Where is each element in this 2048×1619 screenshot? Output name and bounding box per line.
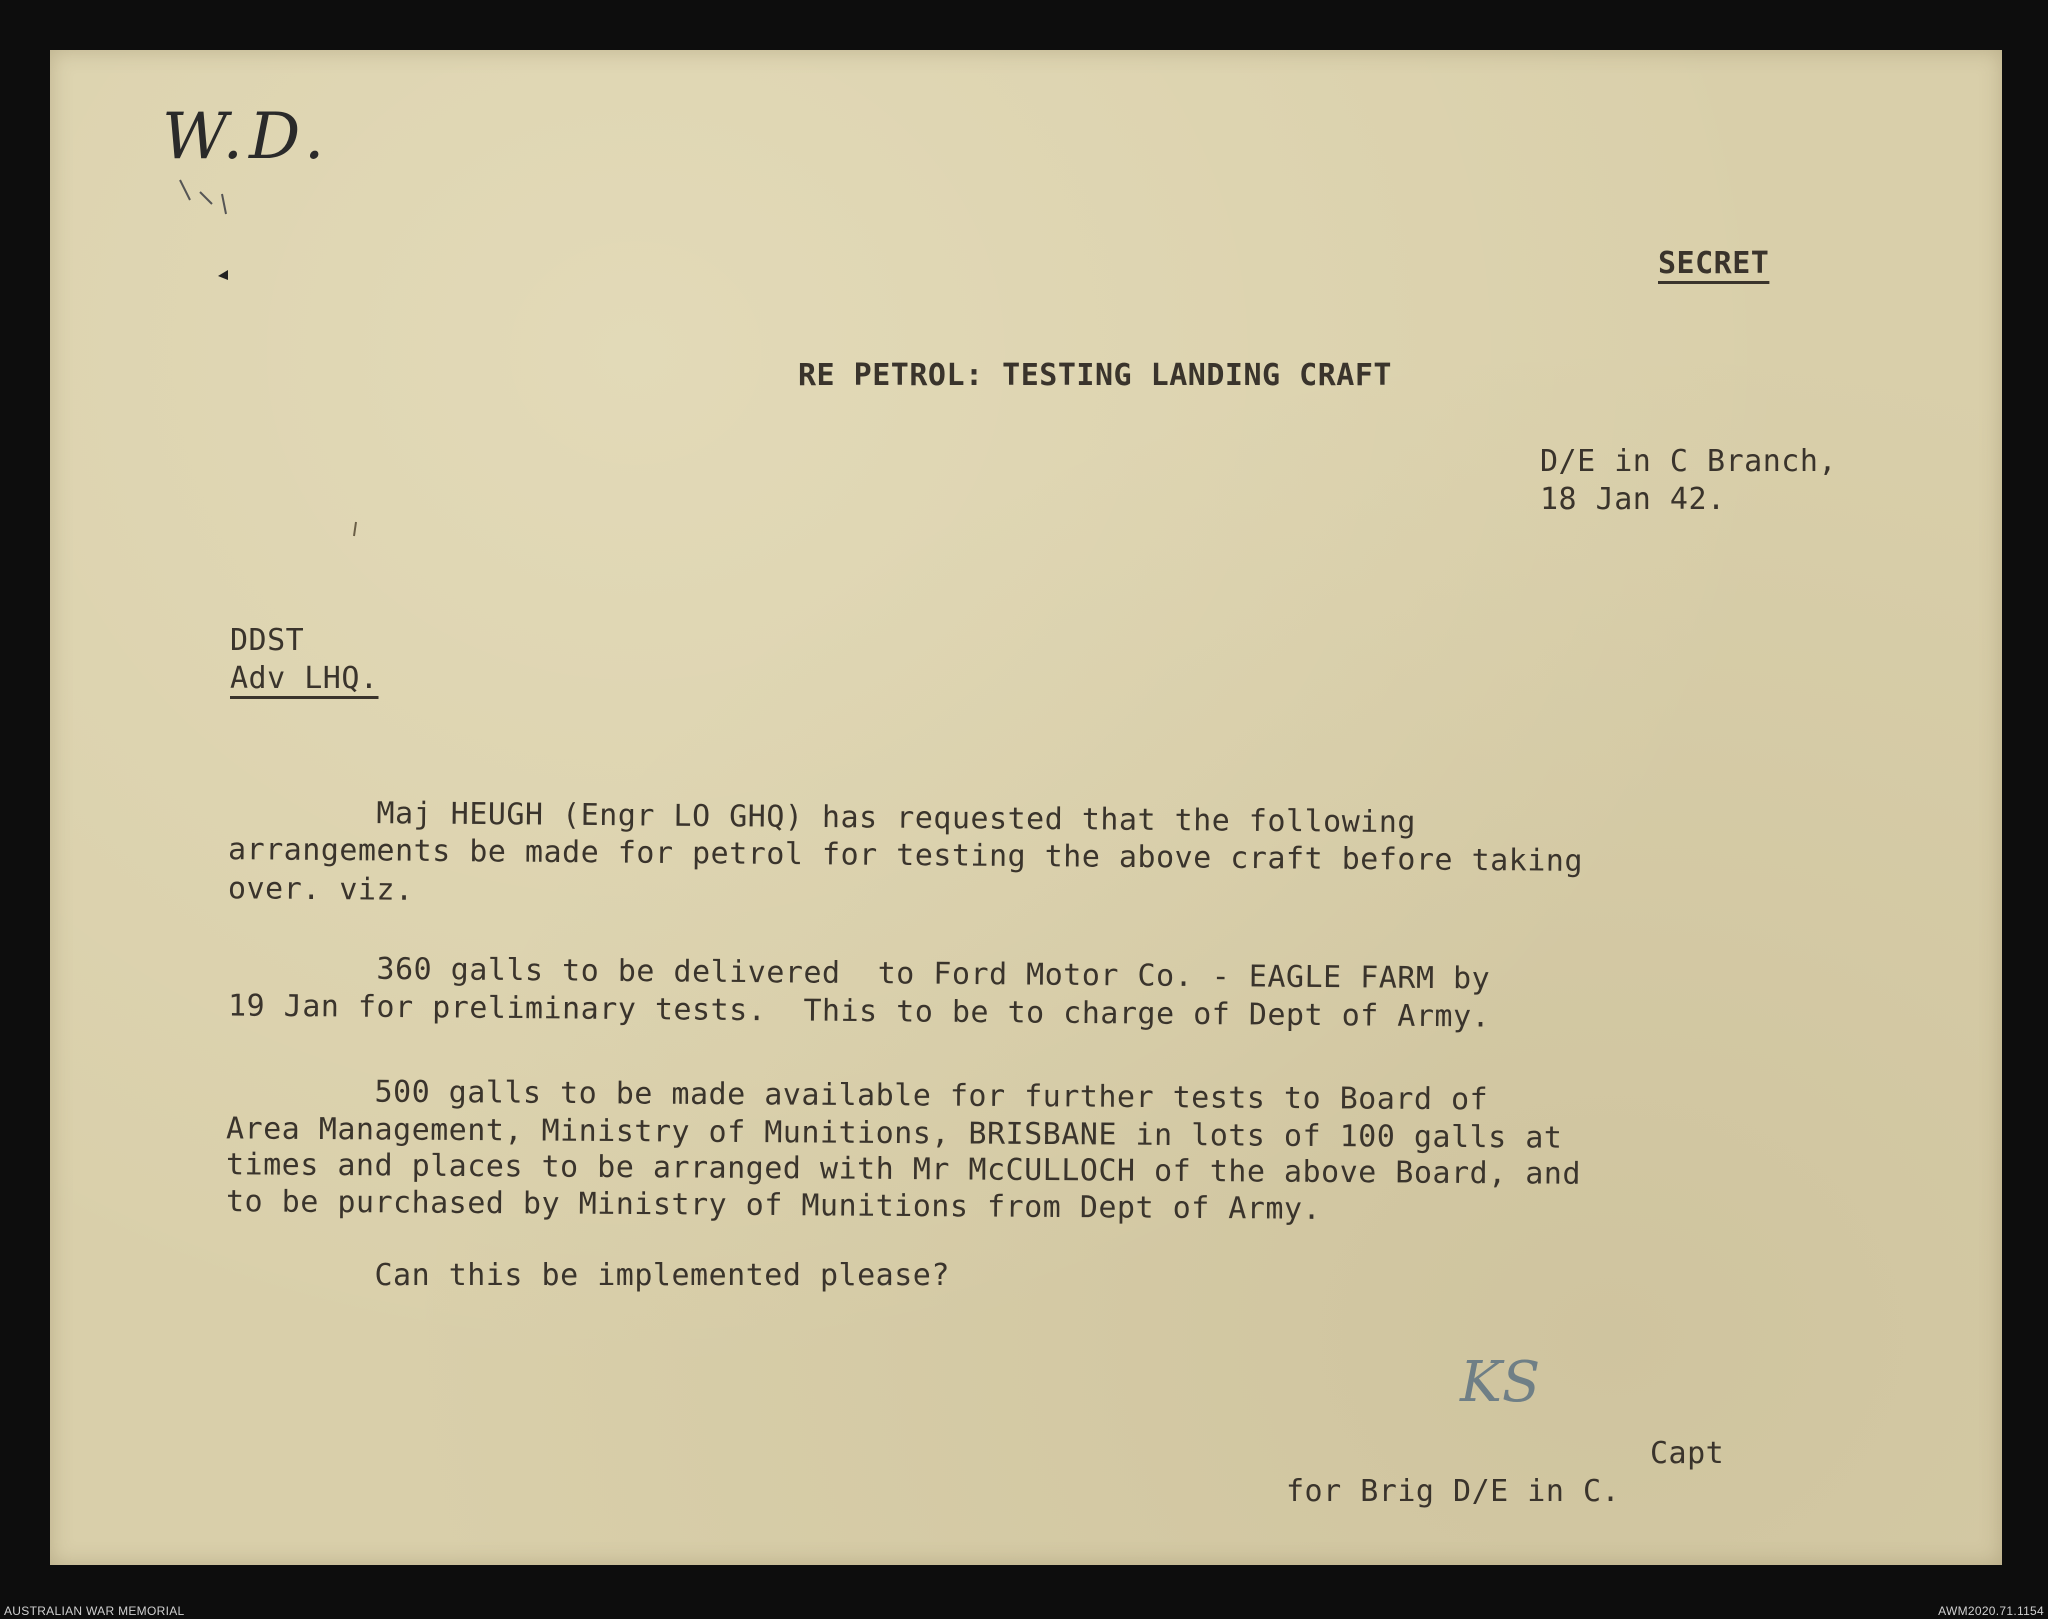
signatory-line: for Brig D/E in C.	[1286, 1474, 1621, 1509]
paper-speck-icon	[350, 520, 362, 540]
body-line: 500 galls to be made available for further tests to Board of	[225, 1073, 1489, 1118]
classification-label: SECRET	[1658, 246, 1770, 281]
handwritten-annotation: W.D.	[162, 100, 331, 174]
body-line: Area Management, Ministry of Munitions, BRISBANE in lots of 100 galls at	[225, 1111, 1563, 1156]
body-line: Maj HEUGH (Engr LO GHQ) has requested that the following	[227, 794, 1417, 841]
archive-reference: AWM2020.71.1154	[1938, 1604, 2044, 1618]
body-line: over. viz.	[227, 871, 414, 908]
document-date: 18 Jan 42.	[1540, 482, 1726, 517]
addressee-line1: DDST	[230, 623, 305, 658]
body-line: arrangements be made for petrol for testing the above craft before taking	[227, 832, 1584, 879]
document-page	[50, 50, 2002, 1565]
pencil-mark-icon	[160, 170, 250, 290]
addressee-line2: Adv LHQ.	[230, 661, 379, 696]
signatory-rank: Capt	[1650, 1436, 1725, 1471]
subject-line: RE PETROL: TESTING LANDING CRAFT	[798, 358, 1392, 393]
origin-branch: D/E in C Branch,	[1540, 444, 1837, 479]
closing-question: Can this be implemented please?	[226, 1258, 950, 1293]
body-line: 19 Jan for preliminary tests. This to be to charge of Dept of Army.	[227, 988, 1491, 1035]
archive-caption: AUSTRALIAN WAR MEMORIAL	[4, 1604, 185, 1618]
body-line: 360 galls to be delivered to Ford Motor Co. - EAGLE FARM by	[227, 950, 1491, 997]
body-line: to be purchased by Ministry of Munitions from Dept of Army.	[225, 1184, 1322, 1227]
body-line: times and places to be arranged with Mr McCULLOCH of the above Board, and	[225, 1147, 1582, 1192]
handwritten-initials: KS	[1460, 1350, 1541, 1415]
